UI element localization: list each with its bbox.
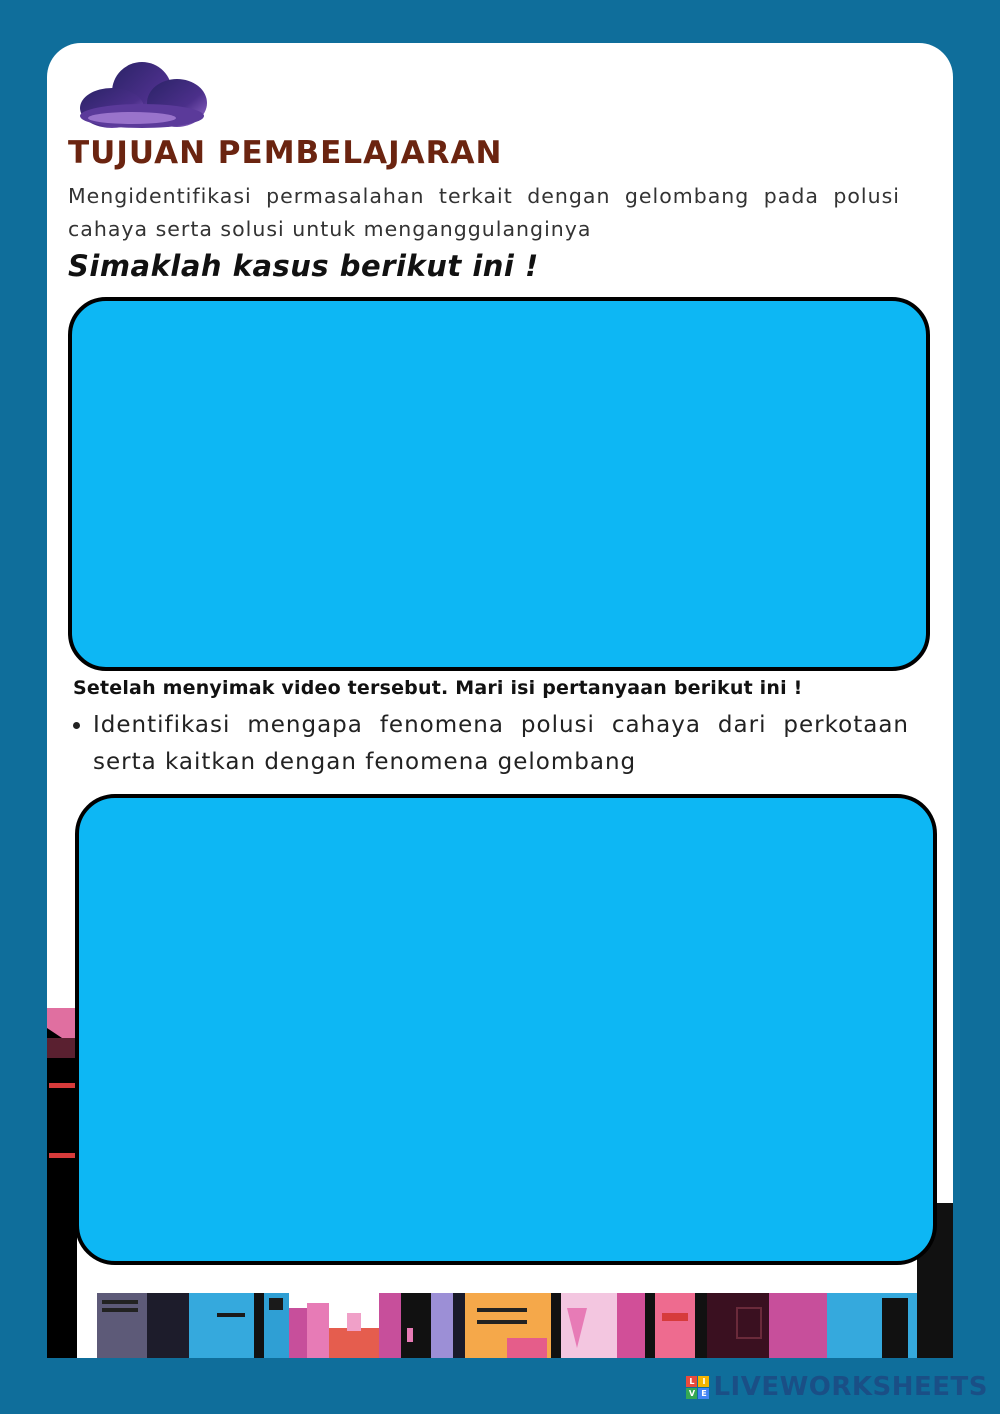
question-list [67,707,909,781]
video-placeholder[interactable] [68,297,930,671]
worksheet-page [47,43,953,1358]
watermark-text: LIVEWORKSHEETS [713,1372,988,1402]
learning-objective-text: Mengidentifikasi permasalahan terkait dengan gelombang pada polusi cahaya serta solusi untuk menganggulanginya [68,184,900,241]
page-title: TUJUAN PEMBELAJARAN [68,135,503,171]
instruction-text: Setelah menyimak video tersebut. Mari isi pertanyaan berikut ini ! [73,677,803,699]
cloud-illustration [72,58,212,130]
case-heading: Simaklah kasus berikut ini ! [68,249,539,283]
answer-input-box[interactable] [75,794,937,1265]
liveworksheets-logo-icon: L I V E [686,1376,709,1399]
liveworksheets-watermark [686,1372,988,1402]
question-item: • Identifikasi mengapa fenomena polusi cahaya dari perkotaan serta kaitkan dengan fenomena gelombang [93,707,909,781]
